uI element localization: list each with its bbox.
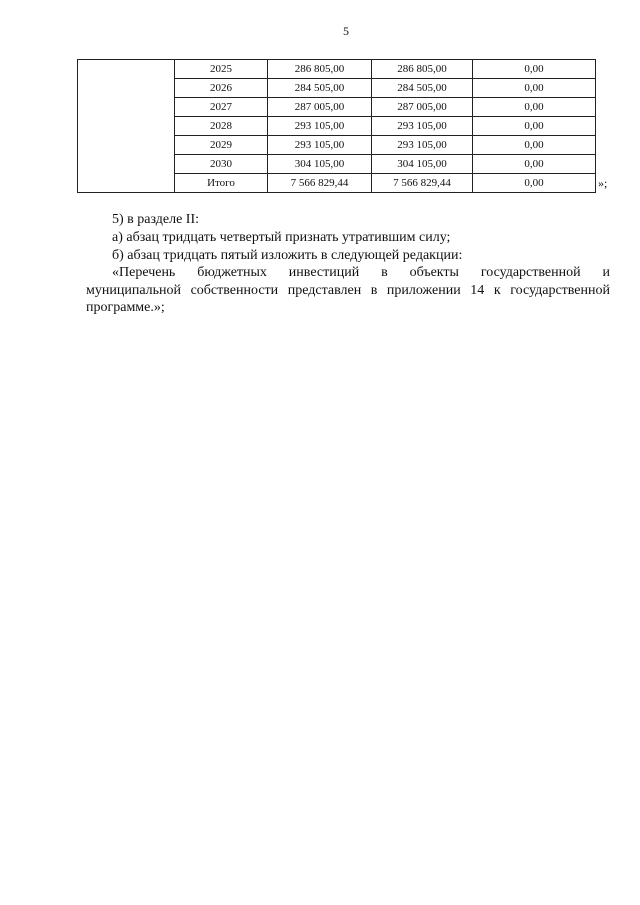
other-amount-cell: 0,00 xyxy=(473,174,596,193)
page-number: 5 xyxy=(343,24,349,38)
budget-amount-cell: 293 105,00 xyxy=(372,136,473,155)
budget-amount-cell: 304 105,00 xyxy=(372,155,473,174)
year-cell: 2026 xyxy=(175,79,268,98)
total-label-cell: Итого xyxy=(175,174,268,193)
other-amount-cell: 0,00 xyxy=(473,117,596,136)
budget-amount-cell: 293 105,00 xyxy=(372,117,473,136)
total-amount-cell: 293 105,00 xyxy=(268,136,372,155)
year-cell: 2029 xyxy=(175,136,268,155)
paragraph-item-a: а) абзац тридцать четвертый признать утратившим силу; xyxy=(112,230,451,245)
blank-merged-cell xyxy=(78,60,175,193)
other-amount-cell: 0,00 xyxy=(473,136,596,155)
other-amount-cell: 0,00 xyxy=(473,79,596,98)
total-amount-cell: 284 505,00 xyxy=(268,79,372,98)
quote-line-2: муниципальной собственности представлен в приложении 14 к государственной xyxy=(86,283,610,298)
paragraph-item-b: б) абзац тридцать пятый изложить в следующей редакции: xyxy=(112,248,463,263)
other-amount-cell: 0,00 xyxy=(473,98,596,117)
budget-amount-cell: 7 566 829,44 xyxy=(372,174,473,193)
quote-line-3: программе.»; xyxy=(86,300,165,315)
budget-amount-cell: 287 005,00 xyxy=(372,98,473,117)
table-closing-mark: »; xyxy=(598,176,608,190)
year-cell: 2030 xyxy=(175,155,268,174)
year-cell: 2028 xyxy=(175,117,268,136)
year-cell: 2025 xyxy=(175,60,268,79)
total-amount-cell: 287 005,00 xyxy=(268,98,372,117)
other-amount-cell: 0,00 xyxy=(473,60,596,79)
total-amount-cell: 7 566 829,44 xyxy=(268,174,372,193)
budget-amount-cell: 284 505,00 xyxy=(372,79,473,98)
other-amount-cell: 0,00 xyxy=(473,155,596,174)
budget-amount-cell: 286 805,00 xyxy=(372,60,473,79)
total-amount-cell: 293 105,00 xyxy=(268,117,372,136)
total-amount-cell: 286 805,00 xyxy=(268,60,372,79)
quote-line-1: «Перечень бюджетных инвестиций в объекты государственной и xyxy=(112,265,610,280)
paragraph-item-5: 5) в разделе II: xyxy=(112,212,200,227)
year-cell: 2027 xyxy=(175,98,268,117)
table-row xyxy=(78,60,596,79)
budget-table xyxy=(77,59,596,193)
total-amount-cell: 304 105,00 xyxy=(268,155,372,174)
